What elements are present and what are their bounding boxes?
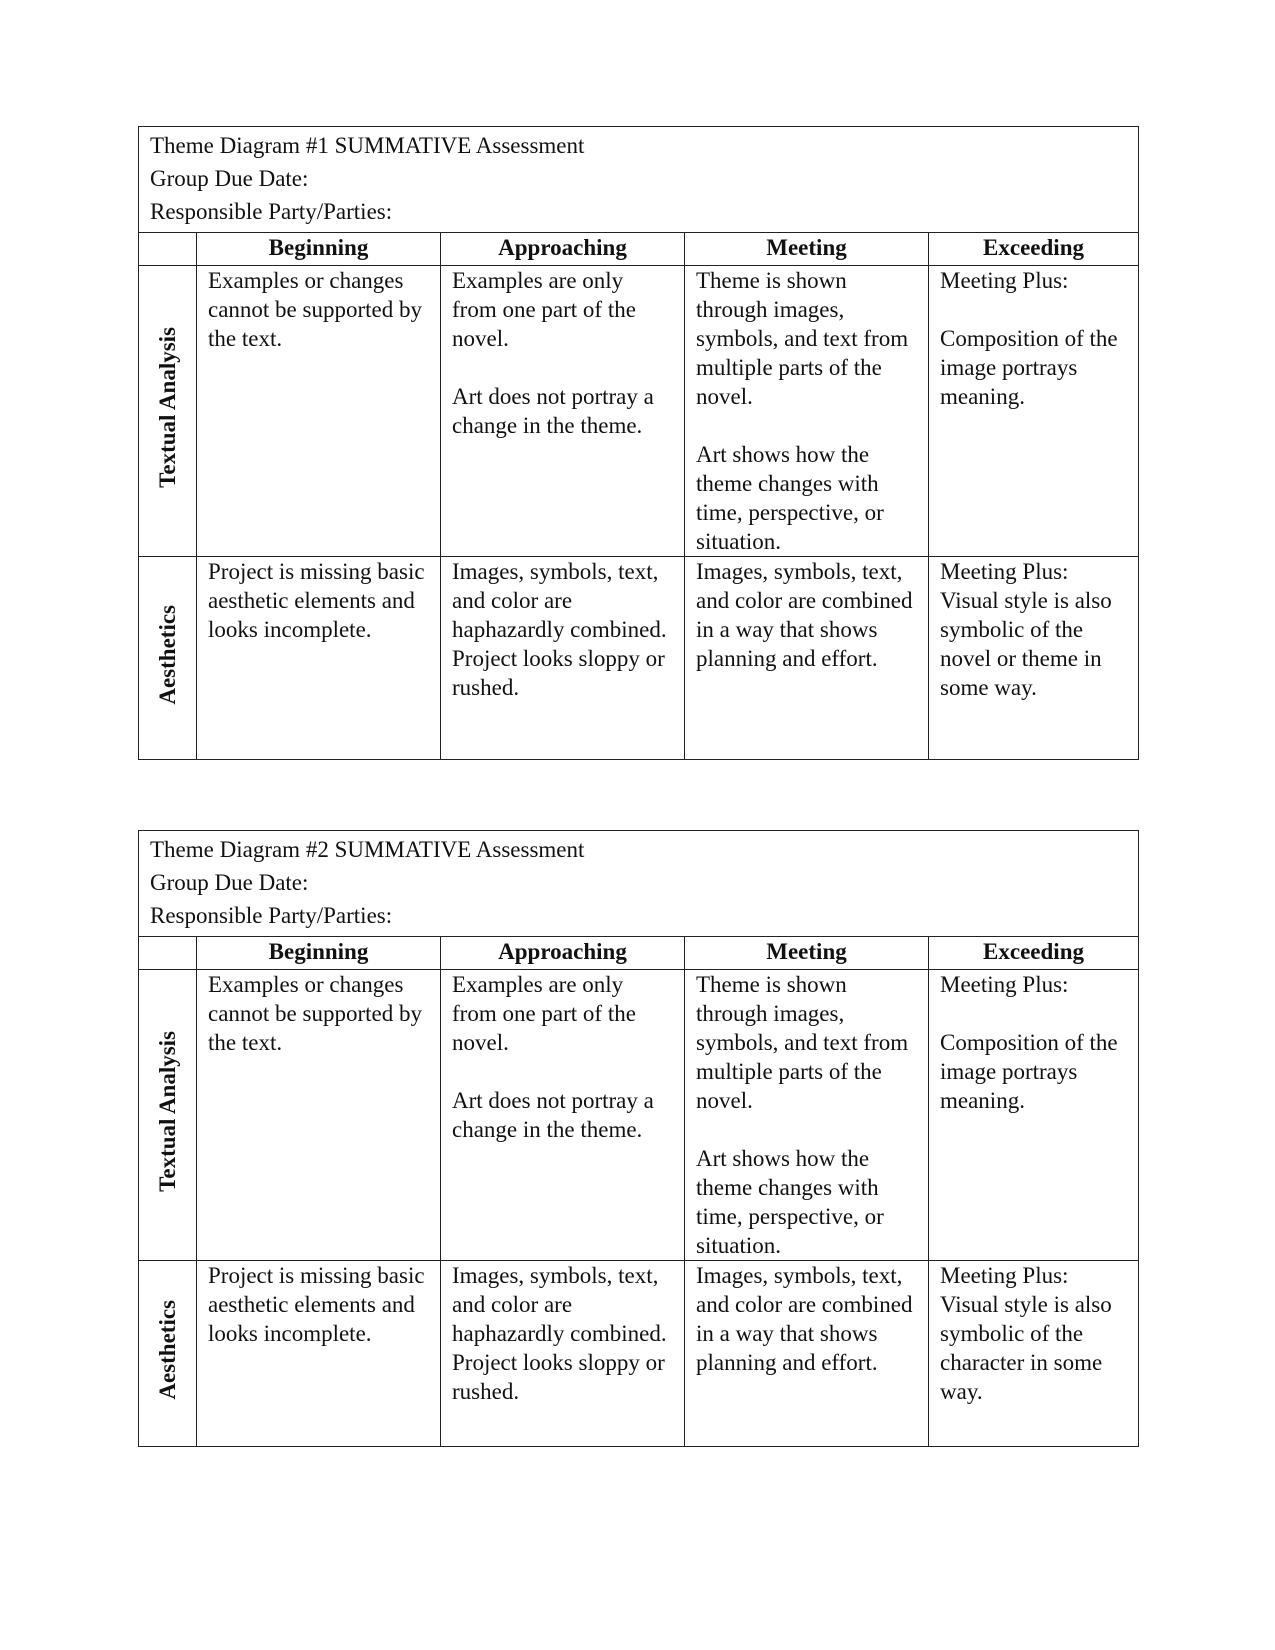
cell-text: Theme is shown through images, symbols, and text from multiple parts of the novel. bbox=[696, 268, 909, 409]
cell-text: Art does not portray a change in the theme. bbox=[452, 384, 654, 438]
group-due-date-label: Group Due Date: bbox=[150, 166, 309, 191]
cell-approaching bbox=[441, 266, 685, 557]
cell-text: Theme is shown through images, symbols, and text from multiple parts of the novel. bbox=[696, 972, 909, 1113]
rubric-title: Theme Diagram #2 SUMMATIVE Assessment bbox=[150, 837, 585, 862]
rubric-header-row bbox=[139, 831, 1139, 937]
column-header-row bbox=[139, 937, 1139, 970]
cell-text: Project is missing basic aesthetic elements and looks incomplete. bbox=[208, 559, 425, 642]
column-header-row bbox=[139, 233, 1139, 266]
responsible-party-label: Responsible Party/Parties: bbox=[150, 199, 393, 224]
cell-text: Composition of the image portrays meaning. bbox=[940, 1030, 1118, 1113]
cell-text: Images, symbols, text, and color are haphazardly combined. Project looks sloppy or rushed. bbox=[452, 559, 667, 700]
cell-beginning bbox=[197, 1261, 441, 1447]
cell-text: Examples or changes cannot be supported by the text. bbox=[208, 972, 422, 1055]
cell-text: Meeting Plus: Visual style is also symbolic of the character in some way. bbox=[940, 1263, 1112, 1404]
cell-text: Meeting Plus: Visual style is also symbolic of the novel or theme in some way. bbox=[940, 559, 1112, 700]
column-header-approaching: Approaching bbox=[441, 233, 685, 266]
rubric-table-1 bbox=[138, 126, 1139, 760]
responsible-party-label: Responsible Party/Parties: bbox=[150, 903, 393, 928]
column-header-approaching: Approaching bbox=[441, 937, 685, 970]
criteria-row-aesthetics bbox=[139, 557, 1139, 760]
rubric-header bbox=[139, 127, 1139, 233]
criteria-row-textual-analysis bbox=[139, 970, 1139, 1261]
cell-approaching bbox=[441, 557, 685, 760]
cell-meeting bbox=[685, 970, 929, 1261]
cell-text: Art does not portray a change in the theme. bbox=[452, 1088, 654, 1142]
criteria-row-aesthetics bbox=[139, 1261, 1139, 1447]
cell-text: Images, symbols, text, and color are haphazardly combined. Project looks sloppy or rushed. bbox=[452, 1263, 667, 1404]
cell-text: Examples are only from one part of the novel. bbox=[452, 268, 636, 351]
row-label-aesthetics: Aesthetics bbox=[155, 1300, 180, 1400]
row-label-cell bbox=[139, 266, 197, 557]
cell-text: Project is missing basic aesthetic elements and looks incomplete. bbox=[208, 1263, 425, 1346]
cell-meeting bbox=[685, 266, 929, 557]
cell-beginning bbox=[197, 970, 441, 1261]
cell-approaching bbox=[441, 970, 685, 1261]
column-header-meeting: Meeting bbox=[685, 233, 929, 266]
column-header-meeting: Meeting bbox=[685, 937, 929, 970]
row-label-textual-analysis: Textual Analysis bbox=[155, 1031, 180, 1192]
corner-cell bbox=[139, 937, 197, 970]
cell-text: Art shows how the theme changes with time, perspective, or situation. bbox=[696, 1146, 884, 1258]
column-header-exceeding: Exceeding bbox=[929, 233, 1139, 266]
cell-exceeding bbox=[929, 1261, 1139, 1447]
cell-beginning bbox=[197, 557, 441, 760]
rubric-title: Theme Diagram #1 SUMMATIVE Assessment bbox=[150, 133, 585, 158]
row-label-aesthetics: Aesthetics bbox=[155, 604, 180, 705]
cell-approaching bbox=[441, 1261, 685, 1447]
cell-text: Images, symbols, text, and color are combined in a way that shows planning and effort. bbox=[696, 1263, 913, 1375]
rubric-table-2 bbox=[138, 830, 1139, 1447]
cell-beginning bbox=[197, 266, 441, 557]
row-label-textual-analysis: Textual Analysis bbox=[155, 327, 180, 488]
row-label-cell bbox=[139, 557, 197, 760]
column-header-beginning: Beginning bbox=[197, 937, 441, 970]
row-label-cell bbox=[139, 1261, 197, 1447]
cell-text: Images, symbols, text, and color are combined in a way that shows planning and effort. bbox=[696, 559, 913, 671]
cell-text: Art shows how the theme changes with time, perspective, or situation. bbox=[696, 442, 884, 554]
cell-text: Meeting Plus: bbox=[940, 972, 1069, 997]
column-header-beginning: Beginning bbox=[197, 233, 441, 266]
cell-text: Composition of the image portrays meaning. bbox=[940, 326, 1118, 409]
cell-text: Meeting Plus: bbox=[940, 268, 1069, 293]
row-label-cell bbox=[139, 970, 197, 1261]
cell-meeting bbox=[685, 557, 929, 760]
cell-meeting bbox=[685, 1261, 929, 1447]
column-header-exceeding: Exceeding bbox=[929, 937, 1139, 970]
criteria-row-textual-analysis bbox=[139, 266, 1139, 557]
cell-text: Examples are only from one part of the novel. bbox=[452, 972, 636, 1055]
group-due-date-label: Group Due Date: bbox=[150, 870, 309, 895]
cell-exceeding bbox=[929, 970, 1139, 1261]
rubric-header bbox=[139, 831, 1139, 937]
corner-cell bbox=[139, 233, 197, 266]
cell-exceeding bbox=[929, 557, 1139, 760]
cell-text: Examples or changes cannot be supported by the text. bbox=[208, 268, 422, 351]
rubric-header-row bbox=[139, 127, 1139, 233]
cell-exceeding bbox=[929, 266, 1139, 557]
